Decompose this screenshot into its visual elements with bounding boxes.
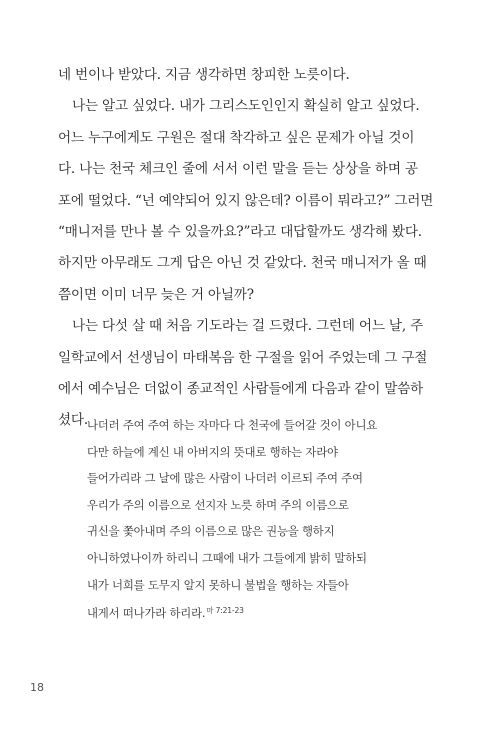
body-text [58,60,446,437]
body-line: 쯤이면 이미 너무 늦은 거 아닐까? [58,286,254,303]
scripture-quote [87,412,417,625]
body-line: 다. 나는 천국 체크인 줄에 서서 이런 말을 듣는 상상을 하며 공 [58,161,418,178]
quote-line: 우리가 주의 이름으로 선지자 노릇 하며 주의 이름으로 [87,497,349,512]
body-line: 하지만 아무래도 그게 답은 아닌 것 같았다. 천국 매니저가 올 때 [58,255,427,272]
body-line: 에서 예수님은 더없이 종교적인 사람들에게 다음과 같이 말씀하 [58,380,424,397]
body-line: 일학교에서 선생님이 마태복음 한 구절을 읽어 주었는데 그 구절 [58,349,428,366]
page-number: 18 [30,681,44,694]
quote-line-last [87,598,417,625]
quote-line: 아니하였나이까 하리니 그때에 내가 그들에게 밝히 말하되 [87,550,367,565]
quote-line: 다만 하늘에 계신 내 아버지의 뜻대로 행하는 자라야 [87,444,338,459]
body-line: 셨다. [58,412,88,429]
quote-line: 나더러 주여 주여 하는 자마다 다 천국에 들어갈 것이 아니요 [87,418,378,432]
quote-line: 들어가리라 그 날에 많은 사람이 나더러 이르되 주여 주여 [87,471,363,486]
body-line: “매니저를 만나 볼 수 있을까요?”라고 대답할까도 생각해 봤다. [58,223,422,240]
body-line: 포에 떨었다. “넌 예약되어 있지 않은데? 이름이 뭐라고?” 그러면 [58,192,434,209]
quote-line: 귀신을 쫓아내며 주의 이름으로 많은 권능을 행하지 [87,524,335,539]
body-line: 네 번이나 받았다. 지금 생각하면 창피한 노릇이다. [58,67,350,83]
quote-line: 내가 너희를 도무지 알지 못하니 불법을 행하는 자들아 [87,577,349,592]
body-line: 어느 누구에게도 구원은 절대 착각하고 싶은 문제가 아닐 것이 [58,129,415,146]
body-line: 나는 알고 싶었다. 내가 그리스도인인지 확실히 알고 싶었다. [72,98,420,115]
body-line: 나는 다섯 살 때 처음 기도라는 걸 드렸다. 그런데 어느 날, 주 [72,318,423,335]
quote-line-text: 내게서 떠나가라 하리라. [87,606,206,621]
quote-reference: 마 7:21-23 [206,606,244,616]
